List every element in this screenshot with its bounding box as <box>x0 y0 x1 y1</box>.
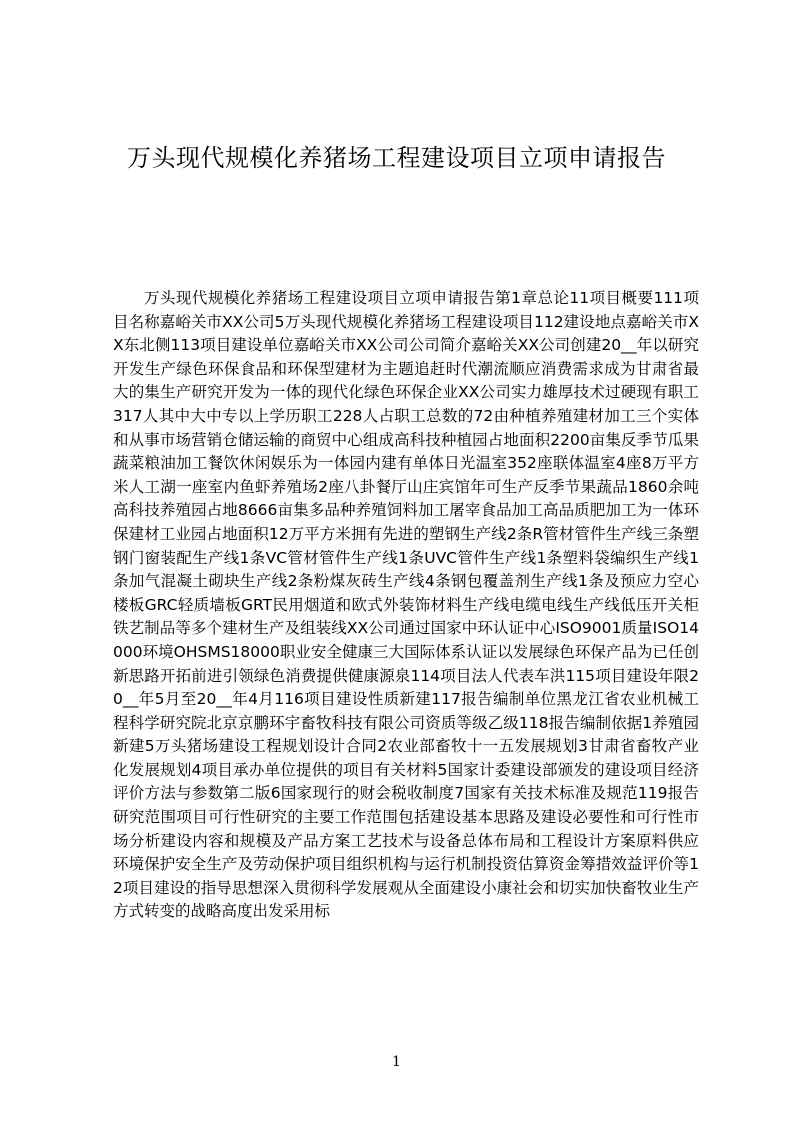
body-paragraph: 万头现代规模化养猪场工程建设项目立项申请报告第1章总论11项目概要111项目名称嘉峪关市XX公司5万头现代规模化养猪场工程建设项目112建设地点嘉峪关市XX东北侧113项目建设单位嘉峪关市XX公司公司简介嘉峪关XX公司创建20__年以研究开发生产绿色环保食品和环保型建材为主题追赶时代潮流顺应消费需求成为甘肃省最大的集生产研究开发为一体的现代化绿色环保企业XX公司实力雄厚技术过硬现有职工317人其中大中专以上学历职工228人占职工总数的72由种植养殖建材加工三个实体和从事市场营销仓储运输的商贸中心组成高科技种植园占地面积2200亩集反季节瓜果蔬菜粮油加工餐饮休闲娱乐为一体园内建有单体日光温室352座联体温室4座8万平方米人工湖一座室内鱼虾养殖场2座八卦餐厅山庄宾馆年可生产反季节果蔬品1860余吨高科技养殖园占地8666亩集多品种养殖饲料加工屠宰食品加工高品质肥加工为一体环保建材工业园占地面积12万平方米拥有先进的塑钢生产线2条R管材管件生产线三条塑钢门窗装配生产线1条VC管材管件生产线1条UVC管件生产线1条塑料袋编织生产线1条加气混凝土砌块生产线2条粉煤灰砖生产线4条钢包覆盖剂生产线1条及预应力空心楼板GRC轻质墙板GRT民用烟道和欧式外装饰材料生产线电缆电线生产线低压开关柜铁艺制品等多个建材生产及组装线XX公司通过国家中环认证中心ISO9001质量ISO14000环境OHSMS18000职业安全健康三大国际体系认证以发展绿色环保产品为已任创新思路开拓前进引领绿色消费提供健康源泉114项目法人代表车洪115项目建设年限20__年5月至20__年4月116项目建设性质新建117报告编制单位黑龙江省农业机械工程科学研究院北京京鹏环宇畜牧科技有限公司资质等级乙级118报告编制依据1养殖园新建5万头猪场建设工程规划设计合同2农业部畜牧十一五发展规划3甘肃省畜牧产业化发展规划4项目承办单位提供的项目有关材料5国家计委建设部颁发的建设项目经济评价方法与参数第二版6国家现行的财会税收制度7国家有关技术标准及规范119报告研究范围项目可行性研究的主要工作范围包括建设基本思路及建设必要性和可行性市场分析建设内容和规模及产品方案工艺技术与设备总体布局和工程设计方案原料供应环境保护安全生产及劳动保护项目组织机构与运行机制投资估算资金筹措效益评价等12项目建设的指导思想深入贯彻科学发展观从全面建设小康社会和切实加快畜牧业生产方式转变的战略高度出发采用标 <box>113 289 699 921</box>
document-title: 万头现代规模化养猪场工程建设项目立项申请报告 <box>127 144 666 172</box>
page-number: 1 <box>392 1054 401 1070</box>
